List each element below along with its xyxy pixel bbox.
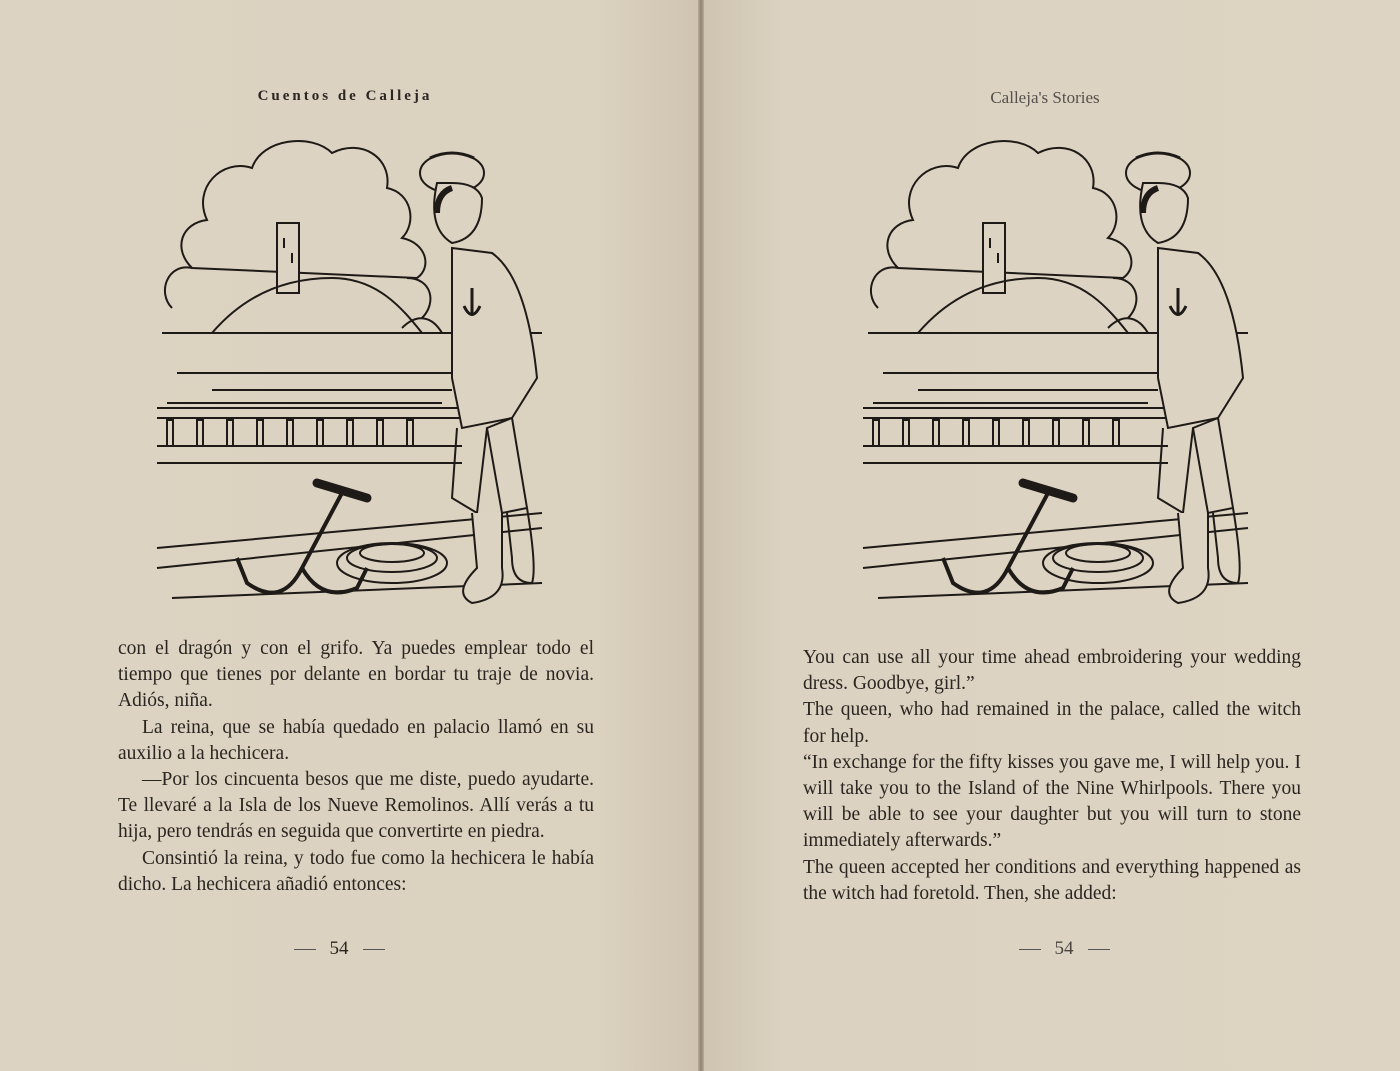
page-number [714,938,1400,960]
page-header: Cuentos de Calleja [257,88,433,104]
sailor-boy-anchor-icon [858,128,1253,618]
page-number [0,938,689,960]
page-number-label: 54 [329,938,349,959]
sailor-boy-anchor-icon [152,128,547,618]
dash-ornament [1088,949,1110,950]
paragraph: The queen, who had remained in the palace, called the witch for help. [803,699,1301,747]
paragraph: The queen accepted her conditions and everything happened as the witch had foretold. Then, she added: [803,856,1301,904]
sailor-boy-illustration [858,128,1253,618]
page-header: Calleja's Stories [990,88,1100,107]
right-page [700,0,1400,1071]
page-number-label: 54 [1054,938,1074,959]
right-body-text [803,645,1301,907]
dash-ornament [1019,949,1041,950]
left-body-text [118,636,594,898]
dash-ornament [363,949,385,950]
paragraph: —Por los cincuenta besos que me diste, puedo ayudarte. Te llevaré a la Isla de los Nueve Remolinos. Allí verás a tu hija, pero tendrás en seguida que convertirte en piedra. [118,769,594,843]
paragraph: You can use all your time ahead embroidering your wedding dress. Goodbye, girl.” [803,647,1301,695]
sailor-boy-illustration [152,128,547,618]
paragraph: con el dragón y con el grifo. Ya puedes emplear todo el tiempo que tienes por delante en bordar tu traje de novia. Adiós, niña. [118,638,594,712]
paragraph: La reina, que se había quedado en palacio llamó en su auxilio a la hechicera. [118,716,594,764]
paragraph: “In exchange for the fifty kisses you gave me, I will help you. I will take you to the Island of the Nine Whirlpools. There you will be able to see your daughter but you will turn to stone immediately afterwards.” [803,751,1301,852]
paragraph: Consintió la reina, y todo fue como la hechicera le había dicho. La hechicera añadió entonces: [118,847,594,895]
book-gutter [698,0,704,1071]
dash-ornament [294,949,316,950]
